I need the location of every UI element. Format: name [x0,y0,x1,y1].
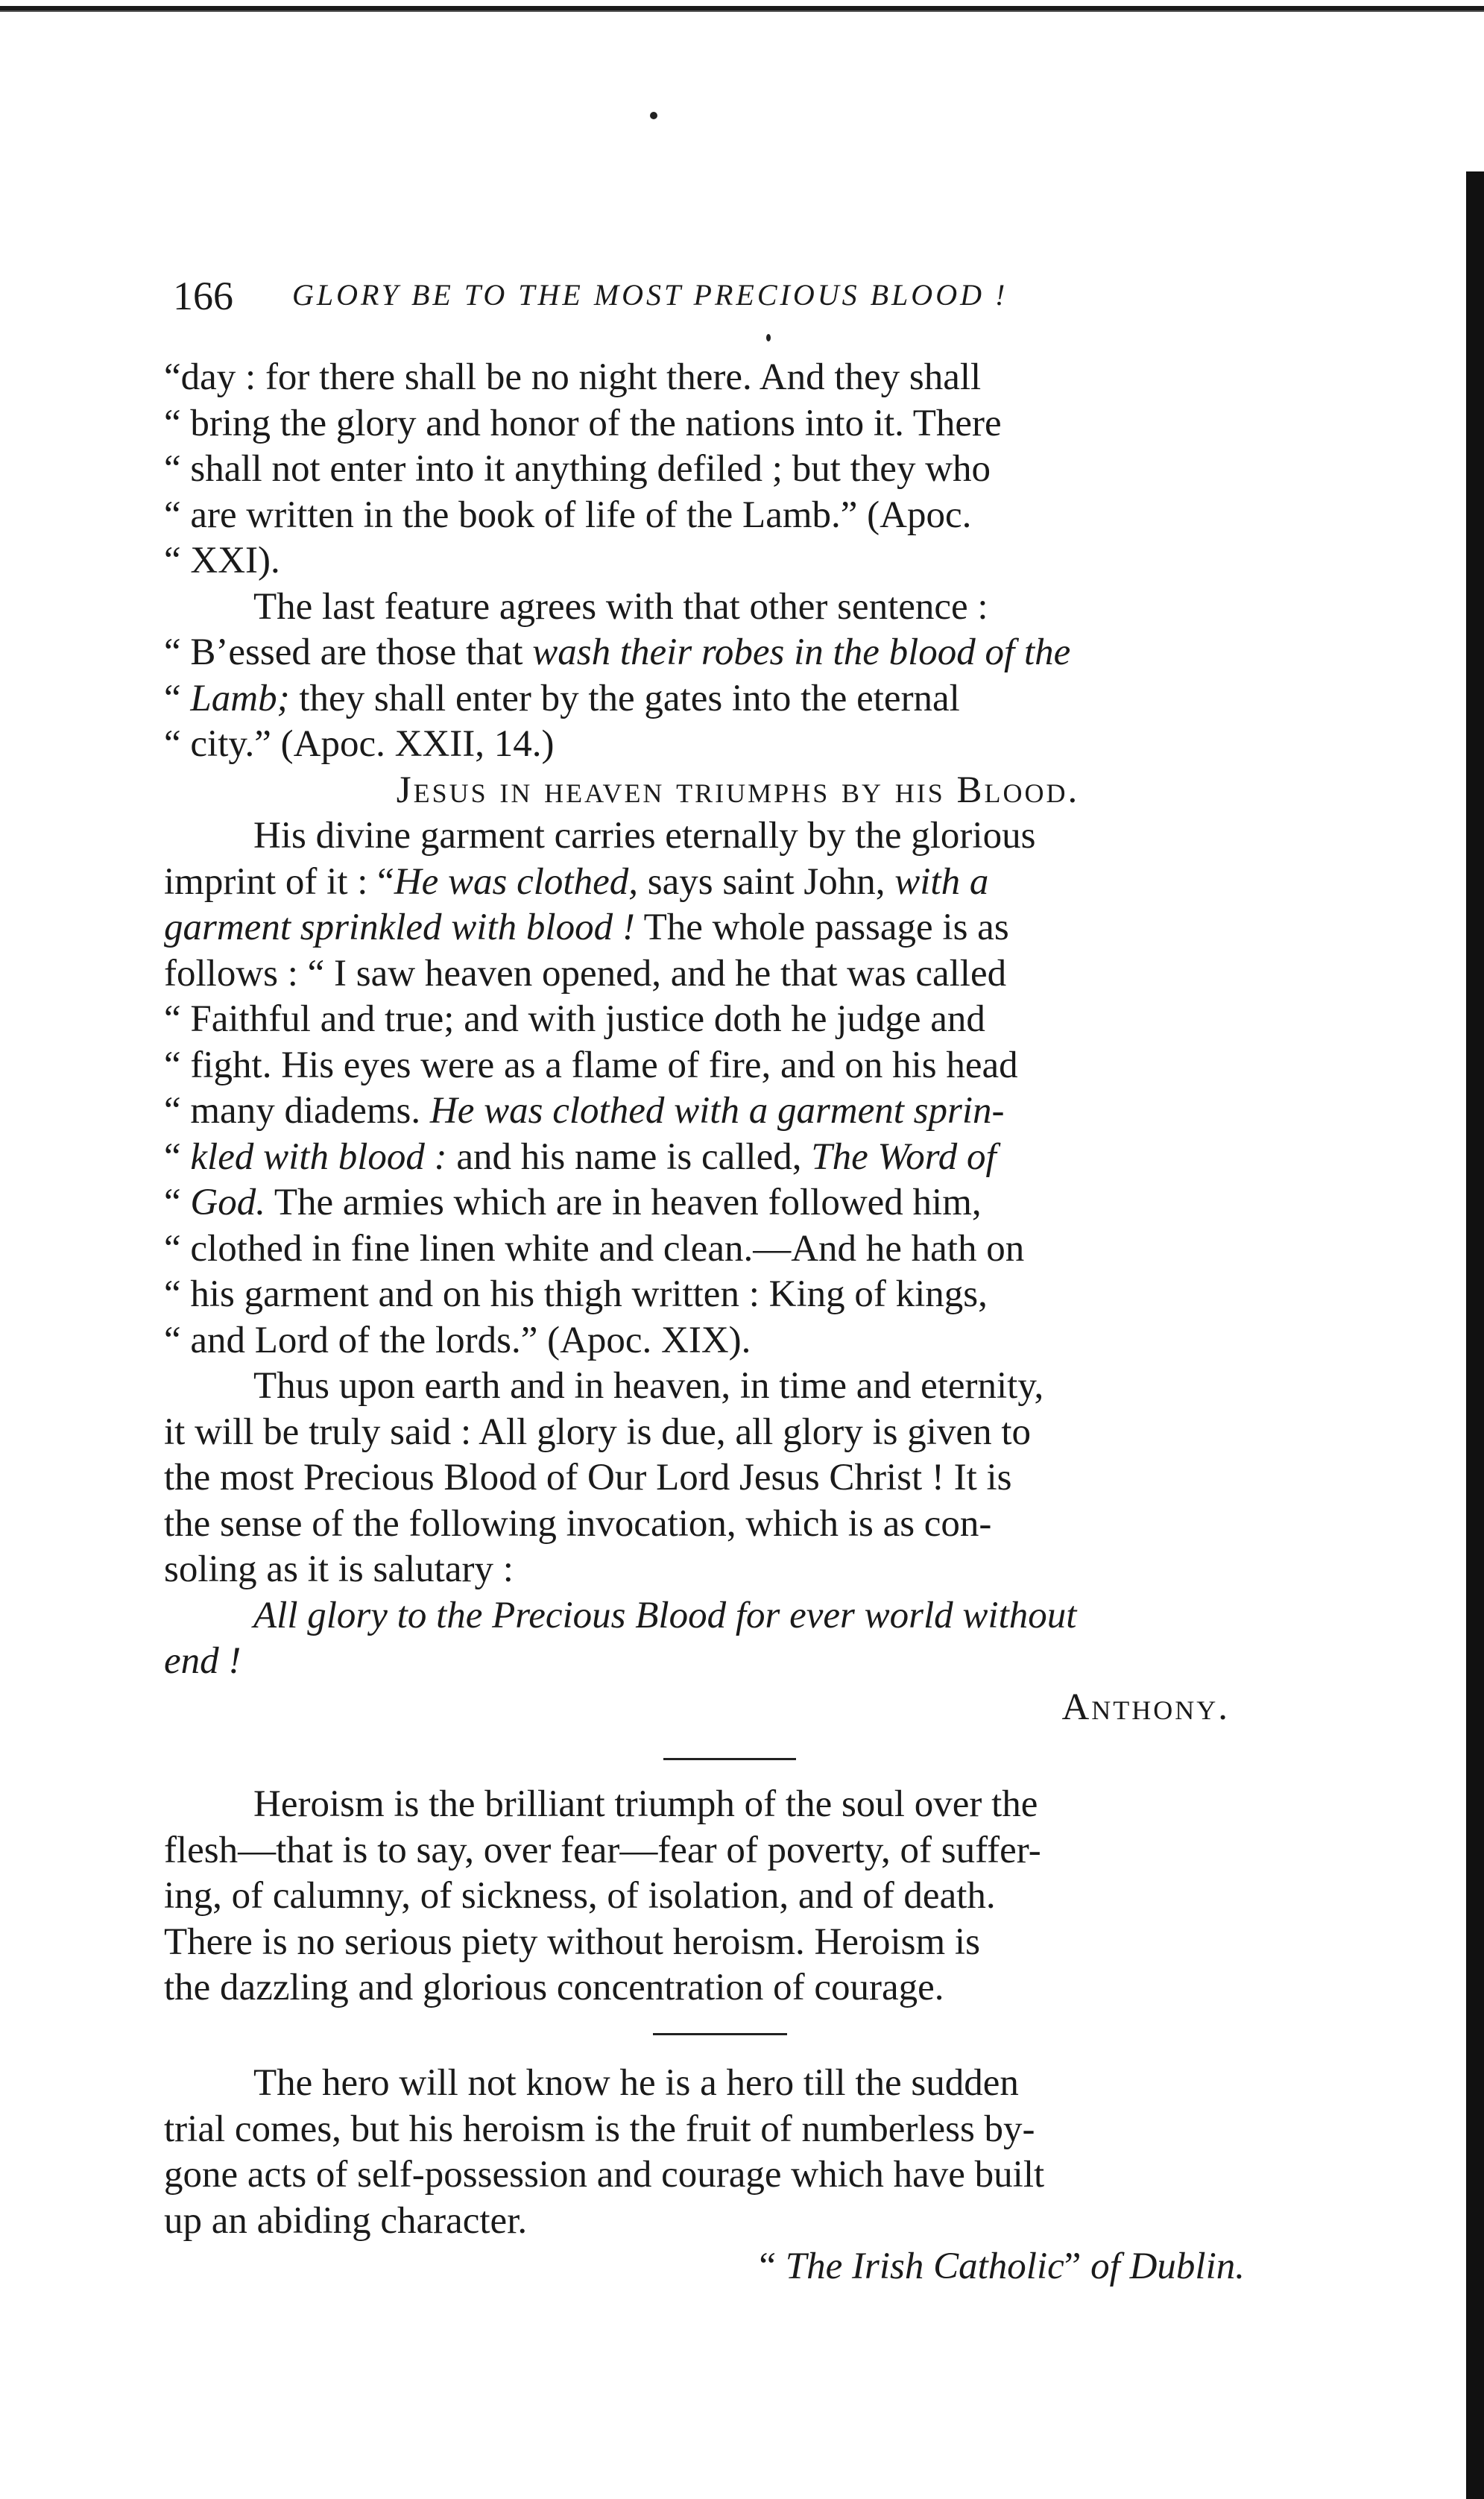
text-line: Thus upon earth and in heaven, in time and eternity, [253,1365,1044,1407]
text-line: up an abiding character. [164,2199,528,2242]
text-line: There is no serious piety without heroism. Heroism is [164,1920,980,1963]
section-revelation-quote [164,355,1312,1730]
section-hero [164,2061,1312,2290]
scan-border-right [1466,171,1484,2499]
text-line: gone acts of self-possession and courage which have built [164,2154,1045,2196]
text-line: “ bring the glory and honor of the nations into it. There [164,402,1002,444]
invocation-line: All glory to the Precious Blood for ever world without [253,1594,1077,1636]
text-line: ing, of calumny, of sickness, of isolation, and of death. [164,1875,996,1917]
section-subheading: Jesus in heaven triumphs by his Blood. [396,769,1080,811]
text-line: “ Faithful and true; and with justice doth he judge and [164,998,985,1040]
text-line: “ fight. His eyes were as a flame of fire, and on his head [164,1044,1018,1086]
text-line: follows : “ I saw heaven opened, and he that was called [164,952,1007,995]
text-line: His divine garment carries eternally by the glorious [253,815,1036,857]
text-line: “ many diadems. He was clothed with a garment sprin- [164,1090,1005,1132]
running-head: GLORY BE TO THE MOST PRECIOUS BLOOD ! [292,278,1008,312]
section-divider [663,1758,796,1760]
text-line: “ clothed in fine linen white and clean.—And he hath on [164,1227,1025,1270]
text-line: “ shall not enter into it anything defiled ; but they who [164,448,991,490]
invocation-line: end ! [164,1640,241,1682]
text-line: “ are written in the book of life of the Lamb.” (Apoc. [164,494,972,536]
text-line: the sense of the following invocation, which is as con- [164,1502,992,1545]
text-line: imprint of it : “He was clothed, says saint John, with a [164,860,989,903]
text-line: “ and Lord of the lords.” (Apoc. XIX). [164,1319,751,1361]
section-heroism [164,1782,1312,2011]
text-line: “ XXI). [164,540,280,582]
text-line: soling as it is salutary : [164,1548,514,1590]
scan-speck [766,334,771,341]
page-number: 166 [173,274,233,318]
text-line: trial comes, but his heroism is the fruit of numberless by- [164,2108,1035,2150]
text-line: The last feature agrees with that other sentence : [253,585,988,628]
author-signature: Anthony. [1061,1686,1230,1728]
scan-speck [650,112,657,119]
text-line: “ God. The armies which are in heaven followed him, [164,1182,982,1223]
text-line: the dazzling and glorious concentration of courage. [164,1967,944,2008]
text-line: “ B’essed are those that wash their robes in the blood of the [164,631,1071,673]
source-attribution: “ The Irish Catholic” of Dublin. [759,2246,1245,2287]
text-line: “ Lamb; they shall enter by the gates into the eternal [164,677,960,719]
text-line: “ city.” (Apoc. XXII, 14.) [164,723,555,765]
text-line: “ his garment and on his thigh written : King of kings, [164,1273,988,1315]
text-line: “day : for there shall be no night there. And they shall [164,356,982,398]
text-line: flesh—that is to say, over fear—fear of poverty, of suffer- [164,1829,1041,1871]
section-divider [653,2033,787,2035]
page-header [173,273,1321,318]
text-line: garment sprinkled with blood ! The whole passage is as [164,907,1009,948]
text-line: the most Precious Blood of Our Lord Jesus Christ ! It is [164,1457,1012,1499]
text-line: “ kled with blood : and his name is called, The Word of [164,1135,997,1178]
text-line: it will be truly said : All glory is due, all glory is given to [164,1411,1031,1453]
text-line: Heroism is the brilliant triumph of the soul over the [253,1783,1038,1825]
text-line: The hero will not know he is a hero till the sudden [253,2062,1019,2104]
scan-border-top-shadow [0,10,1484,12]
